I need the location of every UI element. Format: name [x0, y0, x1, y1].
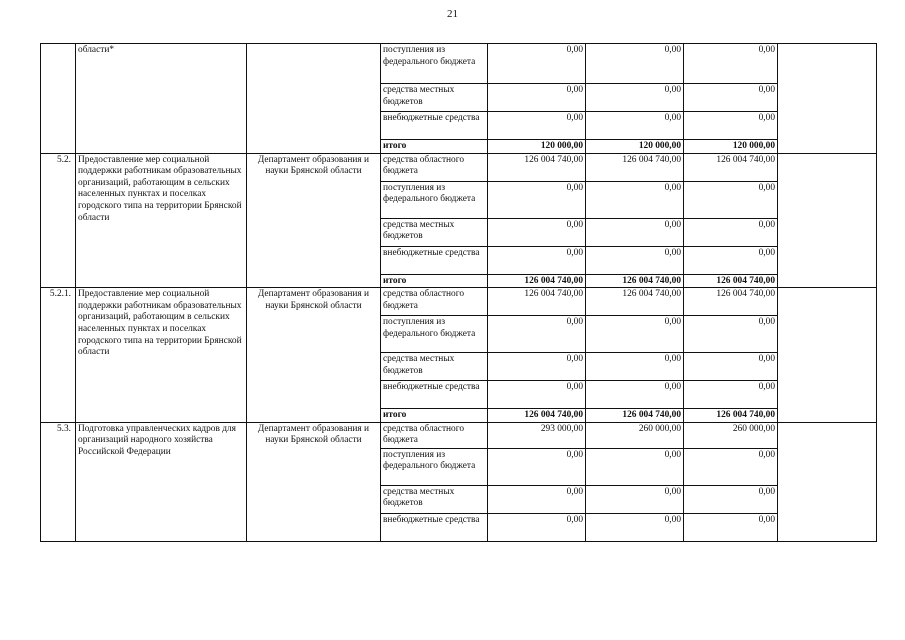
amount-year1-cell: 0,00: [488, 381, 586, 409]
amount-year1-cell: 0,00: [488, 513, 586, 541]
amount-year2-cell: 0,00: [586, 381, 684, 409]
amount-year1-cell: 120 000,00: [488, 140, 586, 154]
row-number-cell: [41, 44, 76, 154]
funding-source-cell: итого: [381, 409, 488, 423]
amount-year2-cell: 0,00: [586, 84, 684, 112]
amount-year2-cell: 126 004 740,00: [586, 409, 684, 423]
amount-year3-cell: 0,00: [684, 112, 778, 140]
amount-year3-cell: 0,00: [684, 448, 778, 485]
note-cell: [778, 153, 877, 288]
note-cell: [778, 44, 877, 154]
note-cell: [778, 288, 877, 423]
row-number-cell: 5.2.: [41, 153, 76, 288]
amount-year2-cell: 126 004 740,00: [586, 153, 684, 181]
amount-year3-cell: 0,00: [684, 316, 778, 353]
amount-year1-cell: 0,00: [488, 353, 586, 381]
amount-year1-cell: 0,00: [488, 448, 586, 485]
amount-year3-cell: 0,00: [684, 485, 778, 513]
executor-cell: Департамент образования и науки Брянской области: [247, 153, 381, 288]
amount-year1-cell: 0,00: [488, 485, 586, 513]
amount-year2-cell: 0,00: [586, 316, 684, 353]
table-body: [41, 44, 877, 542]
funding-source-cell: внебюджетные средства: [381, 112, 488, 140]
amount-year2-cell: 260 000,00: [586, 422, 684, 448]
amount-year1-cell: 0,00: [488, 246, 586, 274]
table-row: [41, 153, 877, 181]
amount-year2-cell: 0,00: [586, 513, 684, 541]
amount-year3-cell: 126 004 740,00: [684, 153, 778, 181]
funding-source-cell: внебюджетные средства: [381, 246, 488, 274]
event-name-cell: Предоставление мер социальной поддержки работникам образовательных организаций, работающим в сельских населенных пунктах и поселках городского типа на территории Брянской области: [76, 153, 247, 288]
amount-year1-cell: 126 004 740,00: [488, 274, 586, 288]
executor-cell: Департамент образования и науки Брянской области: [247, 422, 381, 541]
funding-source-cell: итого: [381, 140, 488, 154]
amount-year3-cell: 0,00: [684, 218, 778, 246]
executor-cell: Департамент образования и науки Брянской области: [247, 288, 381, 423]
amount-year2-cell: 0,00: [586, 353, 684, 381]
amount-year1-cell: 0,00: [488, 181, 586, 218]
amount-year3-cell: 0,00: [684, 84, 778, 112]
budget-table: [40, 43, 877, 542]
table-row: [41, 422, 877, 448]
table-row: [41, 288, 877, 316]
funding-source-cell: средства местных бюджетов: [381, 353, 488, 381]
amount-year3-cell: 126 004 740,00: [684, 409, 778, 423]
amount-year1-cell: 126 004 740,00: [488, 409, 586, 423]
amount-year2-cell: 0,00: [586, 448, 684, 485]
note-cell: [778, 422, 877, 541]
funding-source-cell: средства местных бюджетов: [381, 485, 488, 513]
funding-source-cell: средства областного бюджета: [381, 153, 488, 181]
amount-year1-cell: 126 004 740,00: [488, 288, 586, 316]
event-name-cell: области*: [76, 44, 247, 154]
amount-year3-cell: 0,00: [684, 246, 778, 274]
funding-source-cell: средства местных бюджетов: [381, 218, 488, 246]
amount-year1-cell: 293 000,00: [488, 422, 586, 448]
funding-source-cell: средства областного бюджета: [381, 422, 488, 448]
funding-source-cell: поступления из федерального бюджета: [381, 181, 488, 218]
amount-year2-cell: 0,00: [586, 44, 684, 84]
amount-year2-cell: 0,00: [586, 246, 684, 274]
funding-source-cell: поступления из федерального бюджета: [381, 316, 488, 353]
funding-source-cell: поступления из федерального бюджета: [381, 448, 488, 485]
amount-year3-cell: 0,00: [684, 381, 778, 409]
funding-source-cell: внебюджетные средства: [381, 381, 488, 409]
amount-year3-cell: 0,00: [684, 44, 778, 84]
amount-year1-cell: 126 004 740,00: [488, 153, 586, 181]
row-number-cell: 5.3.: [41, 422, 76, 541]
amount-year3-cell: 260 000,00: [684, 422, 778, 448]
event-name-cell: Подготовка управленческих кадров для организаций народного хозяйства Российской Федерации: [76, 422, 247, 541]
row-number-cell: 5.2.1.: [41, 288, 76, 423]
funding-source-cell: итого: [381, 274, 488, 288]
page-number: 21: [447, 8, 458, 20]
amount-year2-cell: 0,00: [586, 181, 684, 218]
amount-year3-cell: 0,00: [684, 513, 778, 541]
amount-year2-cell: 0,00: [586, 112, 684, 140]
funding-source-cell: поступления из федерального бюджета: [381, 44, 488, 84]
amount-year3-cell: 120 000,00: [684, 140, 778, 154]
funding-source-cell: средства местных бюджетов: [381, 84, 488, 112]
executor-cell: [247, 44, 381, 154]
amount-year2-cell: 0,00: [586, 485, 684, 513]
table-row: [41, 44, 877, 84]
amount-year1-cell: 0,00: [488, 112, 586, 140]
amount-year1-cell: 0,00: [488, 218, 586, 246]
amount-year1-cell: 0,00: [488, 44, 586, 84]
amount-year3-cell: 0,00: [684, 353, 778, 381]
amount-year2-cell: 126 004 740,00: [586, 274, 684, 288]
event-name-cell: Предоставление мер социальной поддержки работникам образовательных организаций, работающим в сельских населенных пунктах и поселках городского типа на территории Брянской области: [76, 288, 247, 423]
funding-source-cell: внебюджетные средства: [381, 513, 488, 541]
amount-year1-cell: 0,00: [488, 84, 586, 112]
amount-year2-cell: 0,00: [586, 218, 684, 246]
amount-year2-cell: 126 004 740,00: [586, 288, 684, 316]
funding-source-cell: средства областного бюджета: [381, 288, 488, 316]
amount-year2-cell: 120 000,00: [586, 140, 684, 154]
amount-year3-cell: 0,00: [684, 181, 778, 218]
amount-year3-cell: 126 004 740,00: [684, 274, 778, 288]
amount-year3-cell: 126 004 740,00: [684, 288, 778, 316]
amount-year1-cell: 0,00: [488, 316, 586, 353]
